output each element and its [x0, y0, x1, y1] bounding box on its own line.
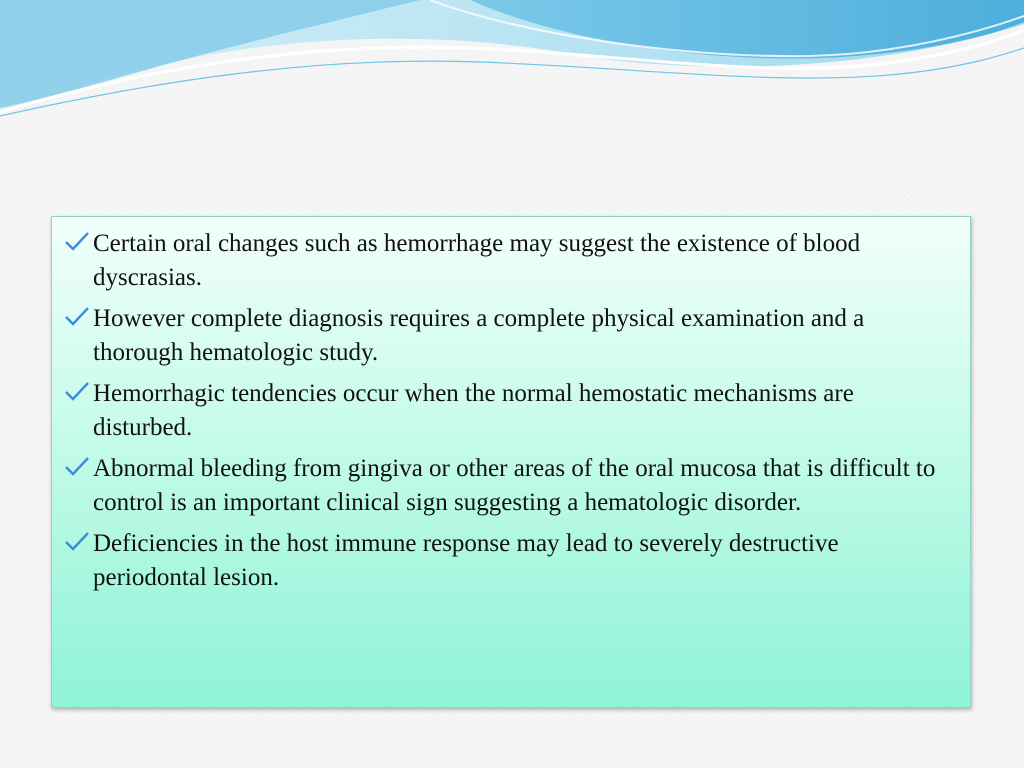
content-box [51, 216, 971, 708]
bullet-text: Hemorrhagic tendencies occur when the normal hemostatic mechanisms are disturbed. [93, 380, 854, 441]
bullet-text: Deficiencies in the host immune response may lead to severely destructive periodontal lesion. [93, 530, 839, 591]
checkmark-icon [63, 305, 93, 327]
list-item [63, 377, 956, 445]
bullet-text: However complete diagnosis requires a complete physical examination and a thorough hematologic study. [93, 305, 865, 366]
checkmark-icon [63, 380, 93, 402]
list-item [63, 227, 956, 295]
checkmark-icon [63, 230, 93, 252]
bullet-list [52, 217, 970, 595]
header-wave-decoration [0, 0, 1024, 120]
checkmark-icon [63, 530, 93, 552]
bullet-text: Certain oral changes such as hemorrhage may suggest the existence of blood dyscrasias. [93, 230, 861, 291]
list-item [63, 527, 956, 595]
checkmark-icon [63, 455, 93, 477]
bullet-text: Abnormal bleeding from gingiva or other areas of the oral mucosa that is difficult to control is an important clinical sign suggesting a hematologic disorder. [93, 455, 936, 516]
list-item [63, 452, 956, 520]
list-item [63, 302, 956, 370]
